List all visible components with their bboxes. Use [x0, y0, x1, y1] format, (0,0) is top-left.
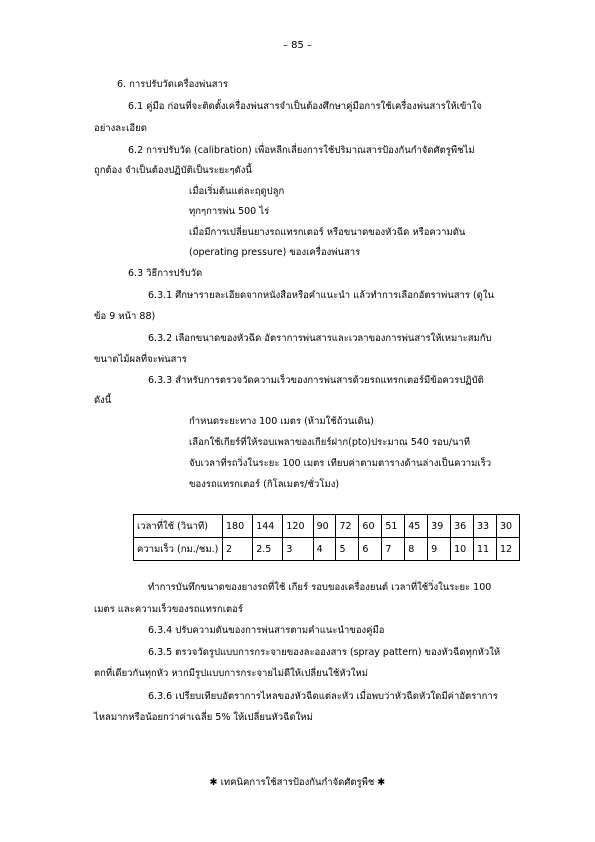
- paragraph-line: 6.3.2 เลือกขนาดของหัวฉีด อัตราการพ่นสารและเวลาของการพ่นสารให้เหมาะสมกับ: [148, 333, 492, 344]
- section-heading-calibration: 6. การปรับวัดเครื่องพ่นสาร: [117, 79, 228, 90]
- page-number: – 85 –: [282, 40, 313, 51]
- paragraph-line: 6.3.1 ศึกษารายละเอียดจากหนังสือหรือคำแนะนำ แล้วทำการเลือกอัตราพ่นสาร (ดูใน: [148, 290, 494, 301]
- list-item: เมื่อมีการเปลี่ยนยางรถแทรกเตอร์ หรือขนาดของหัวฉีด หรือความดัน: [189, 227, 466, 238]
- paragraph-line: ตกที่เดียวกันทุกหัว หากมีรูปแบบการกระจายไม่ดีให้เปลี่ยนใช้หัวใหม่: [94, 668, 369, 679]
- paragraph-line: ถูกต้อง จำเป็นต้องปฏิบัติเป็นระยะๆดังนี้: [94, 165, 252, 176]
- table-row-speed: [134, 538, 520, 561]
- table-cell: 6: [359, 538, 382, 561]
- table-cell: 72: [336, 515, 359, 538]
- paragraph-line: 6.3.4 ปรับความดันของการพ่นสารตามคำแนะนำของคู่มือ: [148, 625, 385, 636]
- table-cell: 8: [405, 538, 428, 561]
- paragraph-line: 6.3.3 สำหรับการตรวจวัดความเร็วของการพ่นสารด้วยรถแทรกเตอร์มีข้อควรปฏิบัติ: [148, 375, 484, 386]
- table-cell: 3: [283, 538, 313, 561]
- paragraph-line: อย่างละเอียด: [94, 123, 147, 134]
- table-cell: 30: [496, 515, 519, 538]
- table-cell: 9: [428, 538, 451, 561]
- table-cell: 180: [223, 515, 253, 538]
- paragraph-line: ดังนี้: [94, 395, 112, 406]
- table-cell: 33: [474, 515, 497, 538]
- table-row-header: ความเร็ว (กม./ชม.): [134, 538, 223, 561]
- table-cell: 39: [428, 515, 451, 538]
- list-item: ของรถแทรกเตอร์ (กิโลเมตร/ชั่วโมง): [189, 479, 340, 490]
- table-cell: 144: [253, 515, 283, 538]
- list-item: กำหนดระยะทาง 100 เมตร (ห้ามใช้ถ้วนเดิน): [189, 416, 374, 427]
- table-cell: 5: [336, 538, 359, 561]
- table-cell: 11: [474, 538, 497, 561]
- table-cell: 51: [382, 515, 405, 538]
- subsection-heading: 6.3 วิธีการปรับวัด: [128, 268, 203, 279]
- table-cell: 4: [313, 538, 336, 561]
- table-cell: 45: [405, 515, 428, 538]
- paragraph-line: 6.3.5 ตรวจวัดรูปแบบการกระจายของละอองสาร (spray pattern) ของหัวฉีดทุกหัวให้: [148, 647, 501, 658]
- table-cell: 120: [283, 515, 313, 538]
- list-item: เมื่อเริ่มต้นแต่ละฤดูปลูก: [189, 186, 285, 197]
- table-cell: 7: [382, 538, 405, 561]
- paragraph-line: ขนาดไม้ผลที่จะพ่นสาร: [94, 354, 187, 365]
- table-cell: 2: [223, 538, 253, 561]
- paragraph-line: เมตร และความเร็วของรถแทรกเตอร์: [94, 604, 243, 615]
- page-footer: ✱ เทคนิคการใช้สารป้องกันกำจัดศัตรูพืช ✱: [209, 777, 386, 788]
- paragraph-line: 6.2 การปรับวัด (calibration) เพื่อหลีกเลี่ยงการใช้ปริมาณสารป้องกันกำจัดศัตรูพืชไม่: [128, 145, 475, 156]
- paragraph-line: 6.3.6 เปรียบเทียบอัตราการไหลของหัวฉีดแต่ละหัว เมื่อพบว่าหัวฉีดหัวใดมีค่าอัตราการ: [148, 691, 498, 702]
- list-item: ทุกๆการพ่น 500 ไร่: [189, 206, 270, 217]
- list-item: เลือกใช้เกียร์ที่ให้รอบเพลาของเกียร์ฝาก(pto)ประมาณ 540 รอบ/นาที: [189, 437, 471, 448]
- table-cell: 2.5: [253, 538, 283, 561]
- table-row-time: [134, 515, 520, 538]
- paragraph-line: ทำการบันทึกขนาดของยางรถที่ใช้ เกียร์ รอบของเครื่องยนต์ เวลาที่ใช้วิ่งในระยะ 100: [148, 582, 492, 593]
- speed-time-table: [133, 514, 520, 561]
- table-cell: 90: [313, 515, 336, 538]
- table-cell: 36: [451, 515, 474, 538]
- list-item: จับเวลาที่รถวิ่งในระยะ 100 เมตร เทียบค่าตามตารางด้านล่างเป็นความเร็ว: [189, 458, 492, 469]
- table-cell: 60: [359, 515, 382, 538]
- paragraph-line: 6.1 คู่มือ ก่อนที่จะติดตั้งเครื่องพ่นสารจำเป็นต้องศึกษาคู่มือการใช้เครื่องพ่นสารให้เข้าใจ: [128, 101, 482, 112]
- list-item: (operating pressure) ของเครื่องพ่นสาร: [189, 247, 361, 258]
- table-row-header: เวลาที่ใช้ (วินาที): [134, 515, 223, 538]
- paragraph-line: ข้อ 9 หน้า 88): [94, 311, 156, 322]
- table-cell: 10: [451, 538, 474, 561]
- table-cell: 12: [496, 538, 519, 561]
- paragraph-line: ไหลมากหรือน้อยกว่าค่าเฉลี่ย 5% ให้เปลี่ยนหัวฉีดใหม่: [94, 712, 313, 723]
